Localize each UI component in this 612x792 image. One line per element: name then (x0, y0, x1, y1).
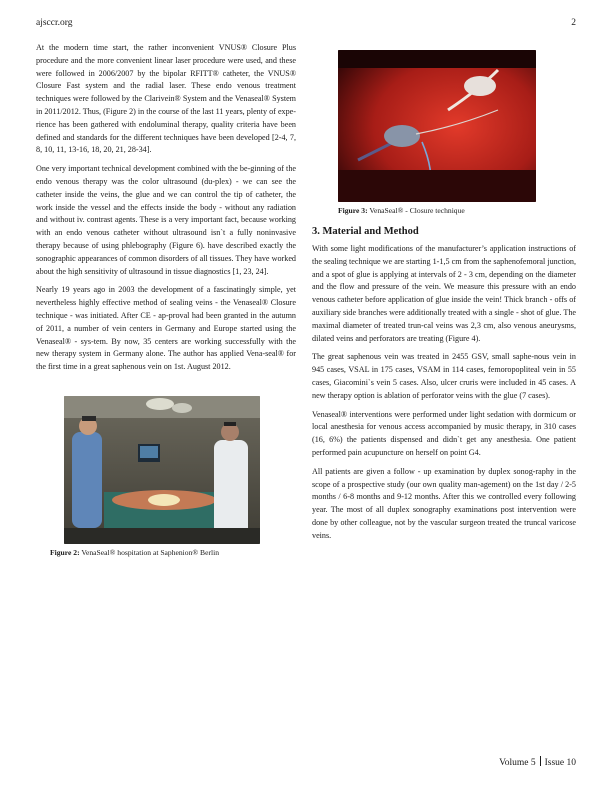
paragraph: With some light modifications of the manufacturer’s application instructions of the sealing technique we are starting 1-1,5 cm from the saphenofemoral junction, and a spot of glue is applying at intervals of 2 - 3 cm, depending on the diameter and the flow and pressure of the vein. We measure this pressure with an endo venous catheter before application of glue inside the vein! Thick branch - offs of auxiliary side branches were additionally treated with a single - shot of glue. The maximal diameter of treated trun-cal veins was 2,3 cm, also venous aneurysms, dilated veins and perforators are treating (Figure 4). (312, 244, 576, 343)
section-heading: 3. Material and Method (312, 226, 419, 237)
figure-3-image (338, 50, 536, 202)
paragraph: Nearly 19 years ago in 2003 the development of a fascinatingly simple, yet nevertheless highly effective method of sealing veins - the Venaseal® Closure technique - was initiated. After CE - ap-proval had been granted in the autumn of 2011, a number of vein centers in Germany and Europe started using the Venaseal® - sys-tem. By now, 35 centers are working successfully with the new therapy system in Germany alone. The author has applied Vena-seal® for the first time in a great saphenous vein on 1st. August 2012. (36, 285, 296, 372)
paragraph: All patients are given a follow - up examination by duplex sonog-raphy in the scope of a prospective study (our own quality man-agement) on the 1st day / 2-5 months / 6-8 months and 9-12 months. After this we controlled every following year. The most of all duplex sonography examinations post intervention were done by other colleague, not by the vascular surgeon treated the truncal varicose veins. (312, 466, 576, 540)
figure-label: Figure 3: (338, 206, 368, 215)
volume: Volume 5 (499, 758, 536, 768)
figure-label: Figure 2: (50, 547, 80, 557)
caption-text: VenaSeal® hospitation at Saphenion® Berlin (81, 547, 220, 557)
paragraph: One very important technical development combined with the be-ginning of the endo venous therapy was the color ultrasound (du-plex) - we can see the catheter inside the veins, the glue and we can control the tip of catheter, the work inside the vessel and the effects inside the body - without any radiation and without iv. contrast agents. These is a very important fact, because working with an endo venous catheter without ultrasound isn`t a fully noninvasive therapy because of using phlebography (Figure 6). have described exactly the sonographic appearances of common disorders of all tissues. They have worked about the high sensitivity of ultrasound in tissue diagnostics [1, 23, 24]. (36, 164, 296, 276)
figure-2-caption (50, 548, 296, 558)
right-column (312, 42, 576, 549)
left-column (36, 42, 296, 558)
footer-separator (540, 756, 541, 766)
page-number: 2 (571, 18, 576, 28)
figure-2-image (64, 396, 260, 544)
paragraph: At the modern time start, the rather inconvenient VNUS® Closure Plus procedure and the more convenient linear laser procedure were used, and these were followed in 2006/2007 by the bipolar RFITT® catheter, the VNUS® Closure Fast system and the radial laser. These endo venous treatment techniques were followed by the Clarivein® System and the Venaseal® System in 2011/2012. Thus, (Figure 2) in the course of the last 11 years, plenty of expe-rience has been gathered with endoluminal therapy, quality criteria have been defined and standards for the different techniques have been developed [2-4, 7, 8, 10, 11, 13-16, 18, 20, 21, 28-34]. (36, 43, 296, 155)
closure-technique-photo (338, 50, 536, 202)
paragraph: Venaseal® interventions were performed under light sedation with dormicum or local anesthesia for venous access accompanied by music therapy, in 310 cases (16, 6%) the patients dispensed and didn`t get any anesthesia. One patient performed pain acupuncture on herself on point G4. (312, 409, 576, 457)
figure-3-caption (338, 206, 576, 216)
journal-site: ajsccr.org (36, 18, 73, 28)
issue: Issue 10 (544, 758, 576, 768)
paragraph: The great saphenous vein was treated in 2455 GSV, small saphe-nous vein in 945 cases, VSAL in 175 cases, VSAM in 114 cases, femoropopliteal vein in 55 cases, Giacomini`s vein 5 cases. Also, ulcer cruris were included in 45 cases. A new therapy option is ablation of perforator veins with the glue (7 cases). (312, 352, 576, 400)
caption-text: VenaSeal® - Closure technique (369, 206, 465, 215)
operating-room-photo (64, 396, 260, 544)
footer (499, 756, 576, 768)
